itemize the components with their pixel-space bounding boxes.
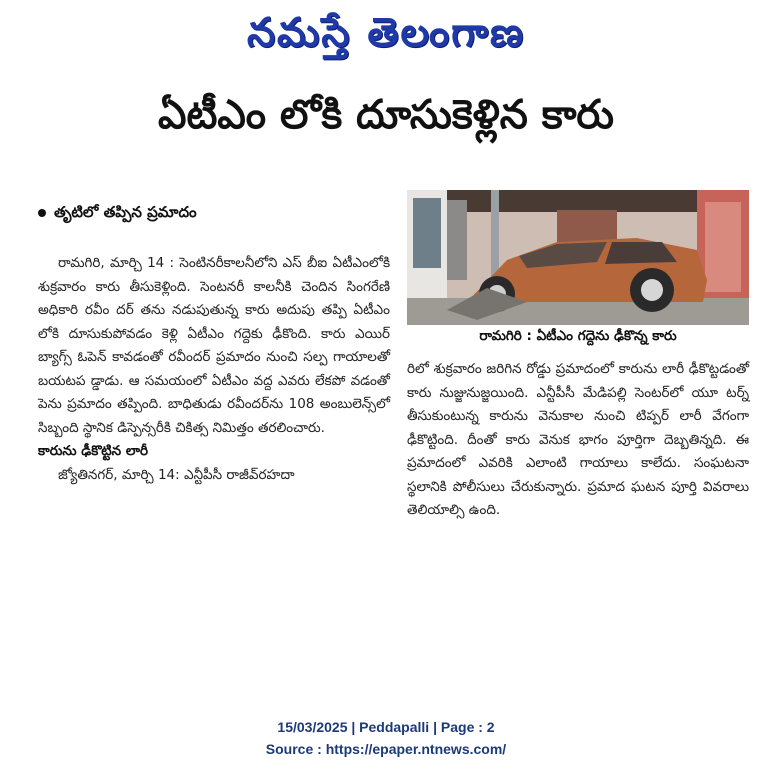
subheading-text: తృటిలో తప్పిన ప్రమాదం (54, 203, 197, 221)
newspaper-masthead: నమస్తే తెలంగాణ (246, 10, 526, 56)
source-link[interactable]: Source : https://epaper.ntnews.com/ (265, 741, 507, 757)
article-headline: ఏటీఎం లోకి దూసుకెళ్లిన కారు (158, 92, 614, 138)
article-column-right (407, 358, 749, 523)
news-photo (407, 190, 749, 325)
photo-caption: రామగిరి : ఏటీఎం గద్దెను ఢీకొన్న కారు (479, 328, 677, 344)
article-subheading (38, 203, 197, 225)
article-paragraph: రామగిరి, మార్చి 14 : సెంటినరీకాలనీలోని ఎస్ బీఐ ఏటీఎంలోకి శుక్రవారం కారు తీసుకెళ్లింది. సెంటనరీ కాలనీకి చెందిన సింగరేణి అధికారి రవీం దర్ తను నడుపుతున్న కారు అదుపు తప్పి ఏటీఎం లోకి దూసుకుపోవడం కెళ్లి ఏటీఎం గద్దెకు ఢీకొంది. కారు ఎయిర్ బ్యాగ్స్ ఓపెన్ కావడంతో రవీందర్ ప్రమాదం నుంచి సల్ప గాయాలతో బయటప డ్డాడు. ఆ సమయంలో ఏటీఎం వద్ద ఎవరు లేకపో వడంతో పెను ప్రమాదం తప్పింది. బాధితుడు రవీందర్‌ను 108 అంబులెన్స్‌లో సిబ్బంది స్థానిక డిస్పెన్సరీకి చికిత్స నిమిత్తం తరలించారు. (38, 255, 390, 436)
article-column-left (38, 252, 390, 487)
bullet-icon (38, 209, 46, 217)
car-crash-photo-illustration (407, 190, 749, 325)
edition-info: 15/03/2025 | Peddapalli | Page : 2 (277, 719, 495, 735)
section-subheading: కారును ఢీకొట్టిన లారీ (38, 443, 148, 459)
article-paragraph: రిలో శుక్రవారం జరిగిన రోడ్డు ప్రమాదంలో కారును లారీ ఢీకొట్టడంతో కారు నుజ్జునుజ్జయింది. ఎన్టీపీసీ మేడిపల్లి సెంటర్‌లో యూ టర్న్ తీసుకుంటున్న కారును వెనుకాల నుంచి టిప్పర్ లారీ వేగంగా ఢీకొట్టింది. దీంతో కారు వెనుక భాగం పూర్తిగా దెబ్బతిన్నది. ఈ ప్రమాదంలో ఎవరికి ఎలాంటి గాయాలు కాలేదు. సంఘటనా స్థలానికి పోలీసులు చేరుకున్నారు. ప్రమాద ఘటన పూర్తి వివరాలు తెలియాల్సి ఉంది. (407, 361, 749, 518)
article-paragraph: జ్యోతినగర్, మార్చి 14: ఎన్టీపీసీ రాజీవ్‌రహదా (58, 466, 295, 483)
